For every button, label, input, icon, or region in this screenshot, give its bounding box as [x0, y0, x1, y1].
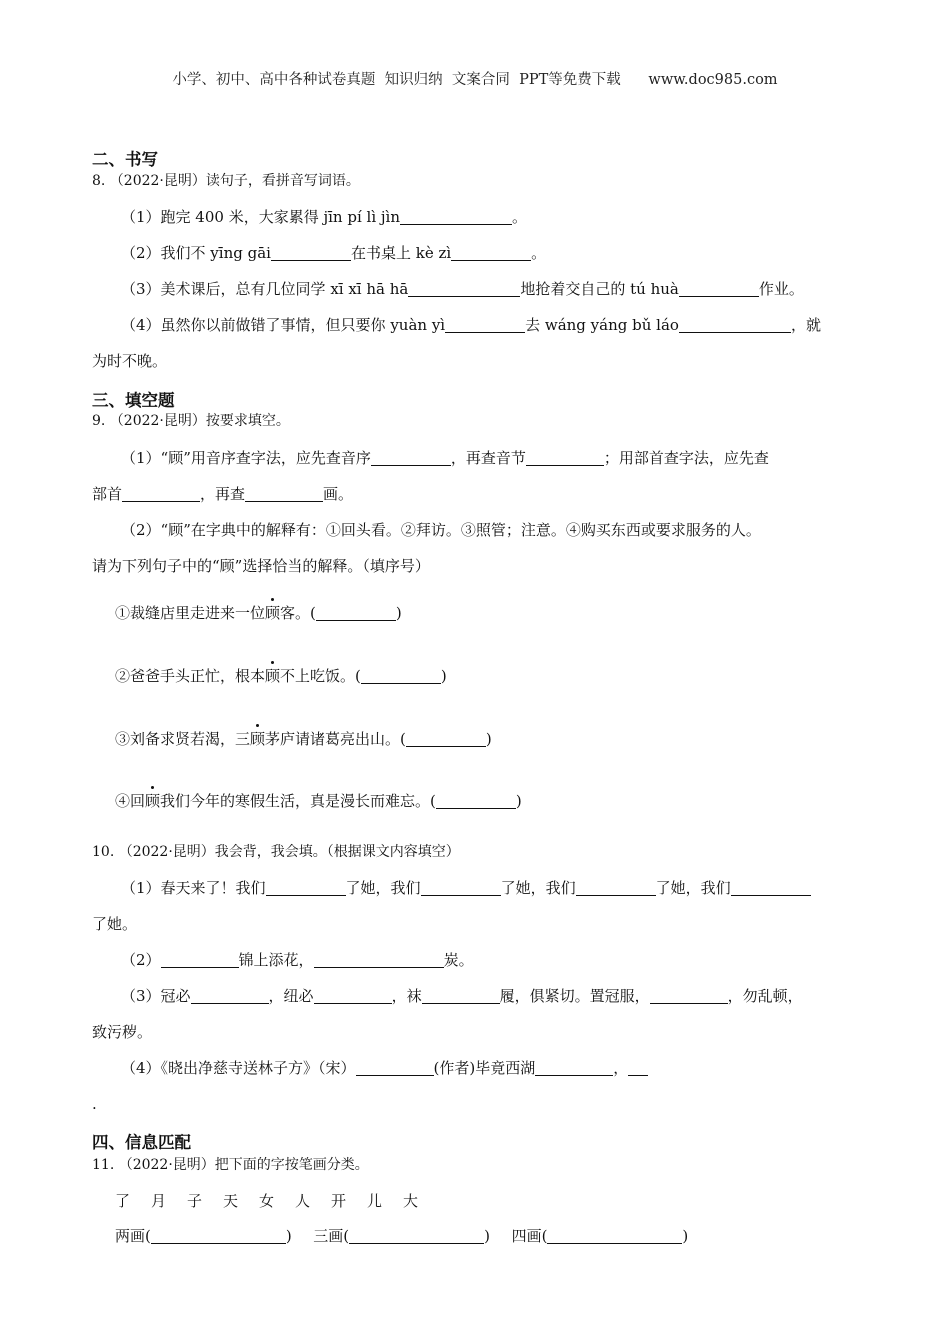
- character: 子: [187, 1192, 203, 1210]
- q9-option-4: ④回顾我们今年的寒假生活，真是漫长而难忘。( ): [115, 792, 522, 810]
- character: 人: [295, 1192, 311, 1210]
- answer-blank[interactable]: [266, 880, 346, 896]
- q9-option-3: ③刘备求贤若渴，三顾茅庐请诸葛亮出山。( ): [115, 730, 492, 748]
- answer-blank[interactable]: [421, 880, 501, 896]
- answer-blank[interactable]: [400, 209, 512, 225]
- q9-line-1-cont: 部首 ，再查 画。: [92, 485, 354, 503]
- q8-line-4-cont: 为时不晚。: [92, 352, 168, 370]
- q9-option-1: ①裁缝店里走进来一位顾客。( ): [115, 604, 402, 622]
- question-11-title: 11. （2022·昆明）把下面的字按笔画分类。: [92, 1157, 369, 1173]
- q8-line-2: （2）我们不 yīng gāi 在书桌上 kè zì 。: [121, 244, 547, 262]
- q9-option-2: ②爸爸手头正忙，根本顾不上吃饭。( ): [115, 667, 447, 685]
- answer-blank[interactable]: [628, 1060, 648, 1076]
- q8-line-3: （3）美术课后，总有几位同学 xī xī hā hā 地抢着交自己的 tú huà 作业。: [121, 280, 804, 298]
- answer-blank[interactable]: [422, 988, 500, 1004]
- q8-line-1: （1）跑完 400 米，大家累得 jīn pí lì jìn 。: [121, 208, 528, 226]
- answer-blank[interactable]: [356, 1060, 434, 1076]
- q10-line-3: （3）冠必 ，纽必 ，袜 履，俱紧切。置冠服， ，勿乱顿，: [121, 987, 803, 1005]
- character: 了: [115, 1192, 131, 1210]
- answer-blank[interactable]: [731, 880, 811, 896]
- section-title-writing: 二、书写: [92, 150, 158, 169]
- q11-stroke-categories: 两画( ) 三画( ) 四画( ): [115, 1227, 689, 1245]
- answer-blank[interactable]: [445, 317, 525, 333]
- answer-blank[interactable]: [314, 952, 444, 968]
- q10-line-4-cont: .: [92, 1095, 97, 1113]
- answer-blank[interactable]: [349, 1228, 484, 1244]
- page-header: 小学、初中、高中各种试卷真题 知识归纳 文案合同 PPT等免费下载 www.doc985.com: [172, 72, 778, 88]
- answer-blank[interactable]: [451, 245, 531, 261]
- character: 儿: [367, 1192, 383, 1210]
- answer-blank[interactable]: [122, 486, 200, 502]
- q9-line-2: （2）“顾”在字典中的解释有：①回头看。②拜访。③照管；注意。④购买东西或要求服务的人。: [121, 521, 761, 539]
- question-8-title: 8. （2022·昆明）读句子，看拼音写词语。: [92, 173, 360, 189]
- answer-blank[interactable]: [361, 668, 441, 684]
- character: 天: [223, 1192, 239, 1210]
- answer-blank[interactable]: [535, 1060, 613, 1076]
- q10-line-1-cont: 了她。: [92, 915, 138, 933]
- answer-blank[interactable]: [316, 605, 396, 621]
- answer-blank[interactable]: [406, 731, 486, 747]
- answer-blank[interactable]: [526, 450, 604, 466]
- answer-blank[interactable]: [191, 988, 269, 1004]
- answer-blank[interactable]: [161, 952, 239, 968]
- question-9-title: 9. （2022·昆明）按要求填空。: [92, 413, 290, 429]
- answer-blank[interactable]: [679, 317, 791, 333]
- answer-blank[interactable]: [371, 450, 451, 466]
- answer-blank[interactable]: [650, 988, 728, 1004]
- answer-blank[interactable]: [547, 1228, 682, 1244]
- q10-line-4: （4）《晓出净慈寺送林子方》（宋） (作者)毕竟西湖 ，: [121, 1058, 648, 1078]
- q10-line-1: （1）春天来了！我们 了她，我们 了她，我们 了她，我们: [121, 878, 811, 898]
- answer-blank[interactable]: [679, 281, 759, 297]
- q8-line-4: （4）虽然你以前做错了事情，但只要你 yuàn yì 去 wáng yáng bǔ láo ，就: [121, 316, 821, 334]
- q9-line-1: （1）“顾”用音序查字法，应先查音序 ，再查音节 ；用部首查字法，应先查: [121, 449, 769, 467]
- question-10-title: 10. （2022·昆明）我会背，我会填。（根据课文内容填空）: [92, 844, 460, 860]
- q10-line-3-cont: 致污秽。: [92, 1023, 153, 1041]
- answer-blank[interactable]: [408, 281, 520, 297]
- q10-line-2: （2） 锦上添花， 炭。: [121, 951, 474, 969]
- answer-blank[interactable]: [576, 880, 656, 896]
- section-title-fill-in: 三、填空题: [92, 391, 175, 410]
- q9-line-2-cont: 请为下列句子中的“顾”选择恰当的解释。（填序号）: [92, 557, 430, 575]
- answer-blank[interactable]: [245, 486, 323, 502]
- answer-blank[interactable]: [436, 793, 516, 809]
- character: 大: [403, 1192, 419, 1210]
- answer-blank[interactable]: [271, 245, 351, 261]
- character: 开: [331, 1192, 347, 1210]
- q11-character-list: [115, 1191, 439, 1211]
- character: 女: [259, 1192, 275, 1210]
- answer-blank[interactable]: [151, 1228, 286, 1244]
- section-title-matching: 四、信息匹配: [92, 1133, 191, 1152]
- character: 月: [151, 1192, 167, 1210]
- answer-blank[interactable]: [314, 988, 392, 1004]
